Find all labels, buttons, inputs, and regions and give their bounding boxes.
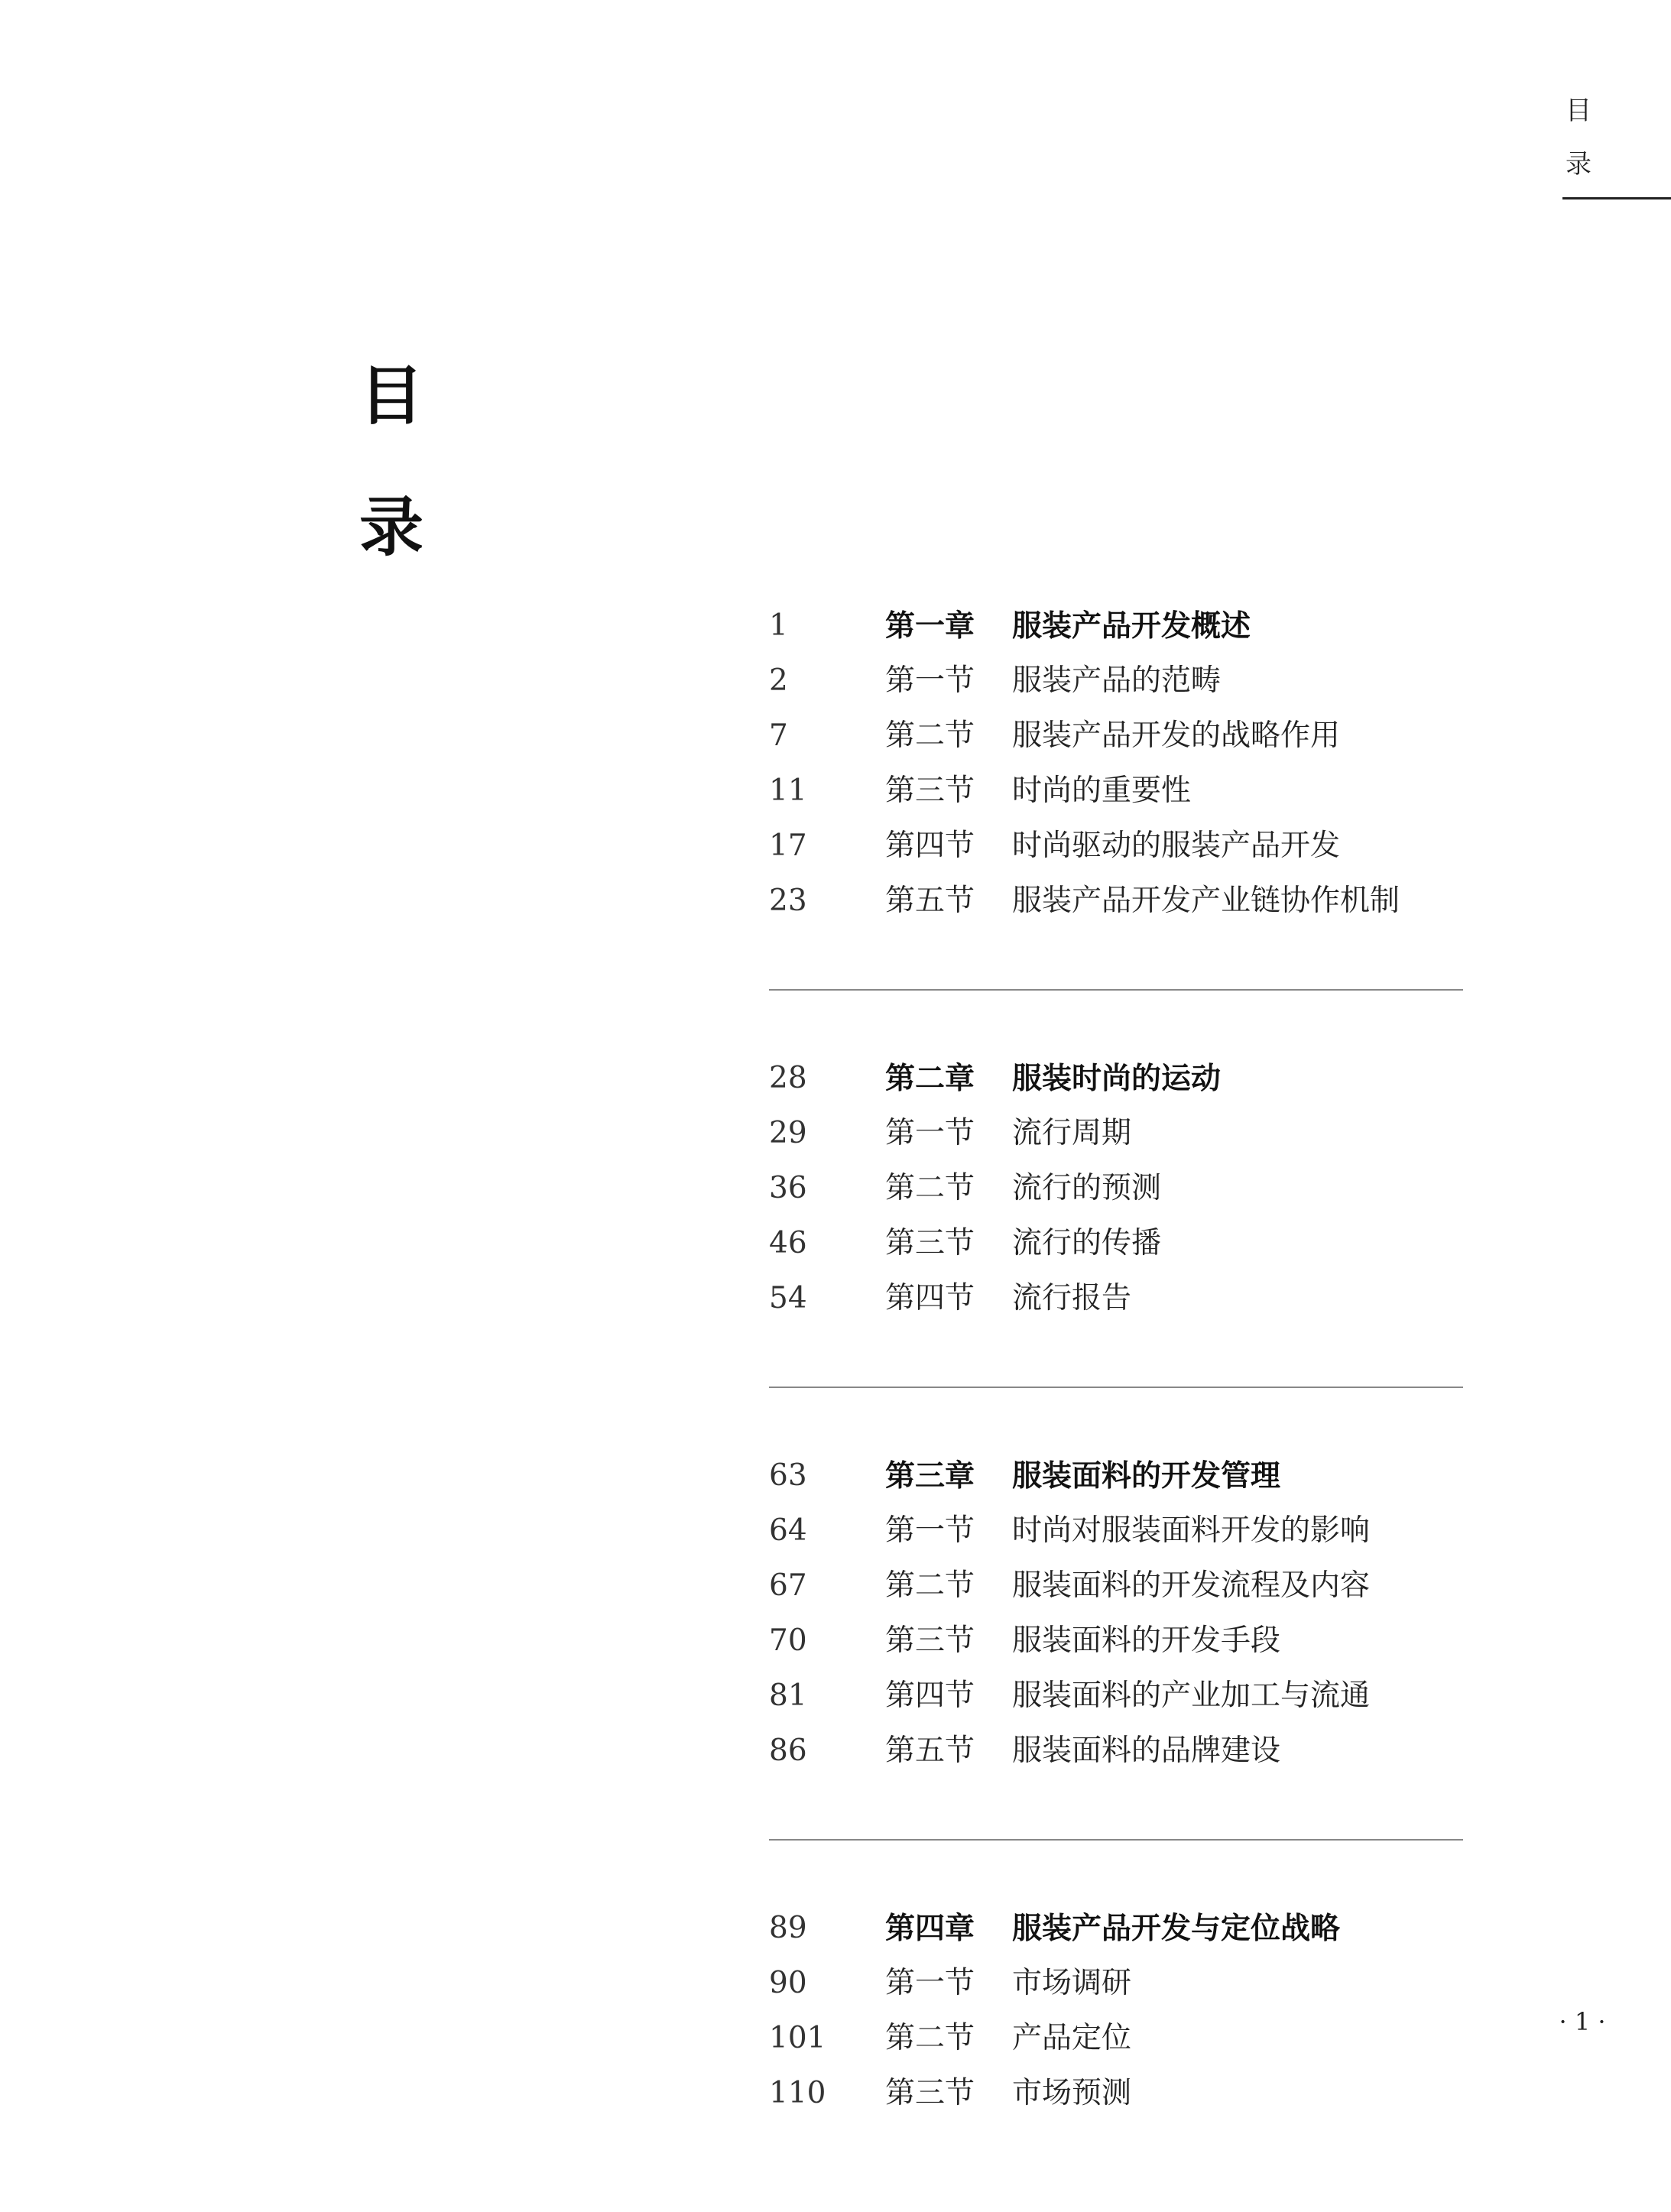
- toc-section-entry[interactable]: [769, 709, 1463, 764]
- toc-section-title: 流行周期: [1012, 1116, 1132, 1150]
- toc-page-number: 89: [769, 1911, 807, 1945]
- toc-section-entry[interactable]: [769, 2011, 1463, 2066]
- toc-page-number: 1: [769, 608, 788, 643]
- toc-section-label: 第二节: [885, 1171, 975, 1205]
- toc-page-number: 110: [769, 2076, 826, 2110]
- toc-chapter-label: 第三章: [885, 1458, 975, 1494]
- toc-section-title: 市场调研: [1012, 1966, 1132, 2000]
- toc-section-entry[interactable]: [769, 1503, 1463, 1558]
- toc-section-entry[interactable]: [769, 1161, 1463, 1216]
- toc-chapter-label: 第二章: [885, 1061, 975, 1096]
- toc-chapter-entry[interactable]: [769, 1901, 1463, 1956]
- toc-section-label: 第三节: [885, 1623, 975, 1658]
- toc-page-number: 63: [769, 1458, 807, 1493]
- toc-page-number: 46: [769, 1226, 807, 1260]
- toc-section-entry[interactable]: [769, 1106, 1463, 1161]
- toc-section-label: 第三节: [885, 774, 975, 808]
- toc-section-label: 第五节: [885, 884, 975, 918]
- toc-page-number: 90: [769, 1966, 807, 2000]
- toc-chapter-label: 第四章: [885, 1911, 975, 1946]
- toc-section-label: 第二节: [885, 2021, 975, 2055]
- toc-section-title: 流行的传播: [1012, 1226, 1162, 1260]
- chapter-divider: [769, 1839, 1463, 1841]
- toc-section-entry[interactable]: [769, 764, 1463, 819]
- running-head-rule: [1562, 197, 1671, 199]
- toc-page-number: 11: [769, 774, 807, 808]
- toc-page-number: 36: [769, 1171, 807, 1205]
- toc-section-label: 第一节: [885, 1966, 975, 2000]
- toc-page-number: 7: [769, 718, 788, 753]
- table-of-contents: [769, 598, 1463, 2121]
- toc-page-number: 70: [769, 1623, 807, 1658]
- toc-section-title: 市场预测: [1012, 2076, 1132, 2110]
- toc-chapter-title: 服装产品开发与定位战略: [1012, 1911, 1341, 1946]
- page-title: [359, 330, 443, 593]
- toc-chapter-title: 服装产品开发概述: [1012, 608, 1251, 644]
- toc-page-number: 2: [769, 663, 788, 698]
- toc-chapter-entry[interactable]: [769, 1448, 1463, 1503]
- toc-section-entry[interactable]: [769, 654, 1463, 709]
- toc-chapter-label: 第一章: [885, 608, 975, 644]
- toc-section-label: 第二节: [885, 1568, 975, 1603]
- toc-page-number: 17: [769, 829, 807, 863]
- toc-section-title: 服装面料的品牌建设: [1012, 1734, 1281, 1768]
- toc-section-label: 第三节: [885, 1226, 975, 1260]
- page-number: · 1 ·: [1559, 2007, 1606, 2036]
- running-head-char: 录: [1566, 149, 1592, 180]
- page-title-char: 录: [359, 489, 424, 565]
- toc-section-entry[interactable]: [769, 1614, 1463, 1669]
- toc-section-entry[interactable]: [769, 1956, 1463, 2011]
- toc-section-entry[interactable]: [769, 1558, 1463, 1614]
- running-head: [1552, 84, 1605, 191]
- toc-section-label: 第一节: [885, 663, 975, 698]
- running-head-char: 目: [1566, 96, 1592, 126]
- toc-section-label: 第三节: [885, 2076, 975, 2110]
- toc-page-number: 54: [769, 1281, 807, 1315]
- toc-page-number: 81: [769, 1678, 807, 1713]
- toc-section-entry[interactable]: [769, 1216, 1463, 1271]
- toc-section-title: 流行报告: [1012, 1281, 1132, 1315]
- chapter-divider: [769, 989, 1463, 991]
- page-title-char: 目: [359, 358, 424, 433]
- toc-section-label: 第四节: [885, 829, 975, 863]
- toc-section-label: 第四节: [885, 1281, 975, 1315]
- toc-section-entry[interactable]: [769, 2066, 1463, 2121]
- toc-section-label: 第二节: [885, 718, 975, 753]
- toc-section-title: 时尚的重要性: [1012, 774, 1192, 808]
- toc-chapter-entry[interactable]: [769, 598, 1463, 654]
- toc-section-entry[interactable]: [769, 1669, 1463, 1724]
- toc-section-entry[interactable]: [769, 819, 1463, 874]
- toc-chapter-group: [769, 1051, 1463, 1326]
- chapter-divider: [769, 1387, 1463, 1388]
- toc-section-title: 服装面料的开发手段: [1012, 1623, 1281, 1658]
- toc-page-number: 23: [769, 884, 807, 918]
- toc-section-title: 时尚对服装面料开发的影响: [1012, 1513, 1371, 1548]
- toc-chapter-group: [769, 1448, 1463, 1779]
- toc-section-entry[interactable]: [769, 1724, 1463, 1779]
- toc-page-number: 86: [769, 1734, 807, 1768]
- toc-chapter-group: [769, 1901, 1463, 2121]
- toc-section-label: 第五节: [885, 1734, 975, 1768]
- toc-section-title: 服装面料的开发流程及内容: [1012, 1568, 1371, 1603]
- toc-chapter-group: [769, 598, 1463, 929]
- toc-section-title: 产品定位: [1012, 2021, 1132, 2055]
- toc-section-title: 服装产品开发产业链协作机制: [1012, 884, 1400, 918]
- toc-page-number: 28: [769, 1061, 807, 1095]
- toc-section-title: 服装产品开发的战略作用: [1012, 718, 1341, 753]
- toc-section-title: 服装面料的产业加工与流通: [1012, 1678, 1371, 1713]
- toc-chapter-title: 服装面料的开发管理: [1012, 1458, 1281, 1494]
- toc-chapter-title: 服装时尚的运动: [1012, 1061, 1222, 1096]
- toc-page-number: 29: [769, 1116, 807, 1150]
- toc-page-number: 101: [769, 2021, 826, 2055]
- toc-section-title: 流行的预测: [1012, 1171, 1162, 1205]
- toc-section-title: 服装产品的范畴: [1012, 663, 1222, 698]
- toc-section-label: 第一节: [885, 1116, 975, 1150]
- toc-chapter-entry[interactable]: [769, 1051, 1463, 1106]
- toc-section-label: 第一节: [885, 1513, 975, 1548]
- toc-page-number: 67: [769, 1568, 807, 1603]
- toc-section-entry[interactable]: [769, 874, 1463, 929]
- toc-section-entry[interactable]: [769, 1271, 1463, 1326]
- toc-section-title: 时尚驱动的服装产品开发: [1012, 829, 1341, 863]
- toc-section-label: 第四节: [885, 1678, 975, 1713]
- toc-page-number: 64: [769, 1513, 807, 1548]
